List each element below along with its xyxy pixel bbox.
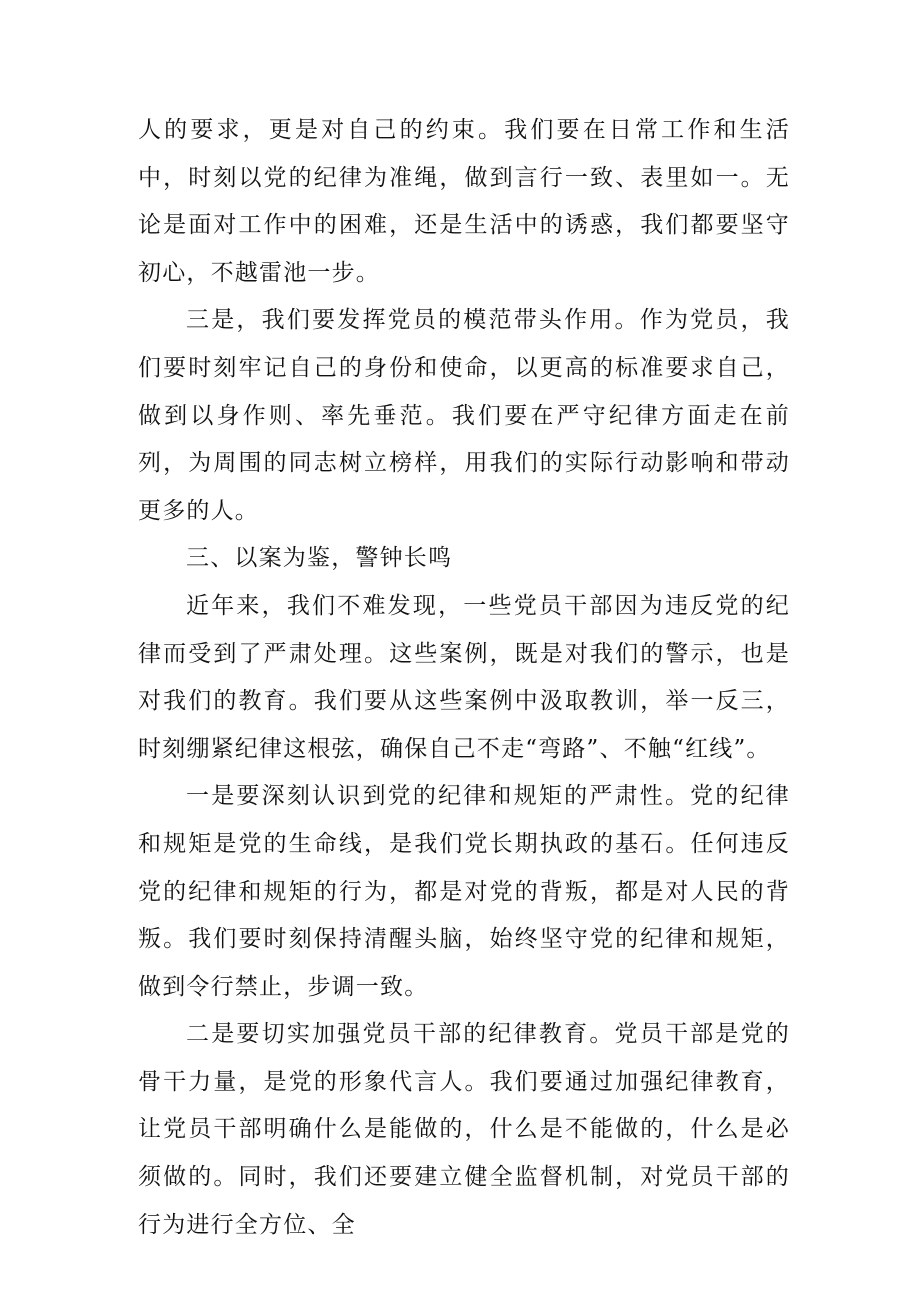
document-body [138,107,790,1249]
section-heading: 三、以案为鉴，警钟长鸣 [186,545,453,572]
paragraph-1: 人的要求，更是对自己的约束。我们要在日常工作和生活中，时刻以党的纪律为准绳，做到言行一致、表里如一。无论是面对工作中的困难，还是生活中的诱惑，我们都要坚守初心，不越雷池一步。 [138,117,790,286]
paragraph-5: 二是要切实加强党员干部的纪律教育。党员干部是党的骨干力量，是党的形象代言人。我们要通过加强纪律教育，让党员干部明确什么是能做的，什么是不能做的，什么是必须做的。同时，我们还要建立健全监督机制，对党员干部的行为进行全方位、全 [138,1021,790,1238]
paragraph-2: 三是，我们要发挥党员的模范带头作用。作为党员，我们要时刻牢记自己的身份和使命，以更高的标准要求自己，做到以身作则、率先垂范。我们要在严守纪律方面走在前列，为周围的同志树立榜样，用我们的实际行动影响和带动更多的人。 [138,307,790,524]
paragraph-4: 一是要深刻认识到党的纪律和规矩的严肃性。党的纪律和规矩是党的生命线，是我们党长期执政的基石。任何违反党的纪律和规矩的行为，都是对党的背叛，都是对人民的背叛。我们要时刻保持清醒头脑，始终坚守党的纪律和规矩，做到令行禁止，步调一致。 [138,783,790,1000]
paragraph-3: 近年来，我们不难发现，一些党员干部因为违反党的纪律而受到了严肃处理。这些案例，既是对我们的警示，也是对我们的教育。我们要从这些案例中汲取教训，举一反三，时刻绷紧纪律这根弦，确保自己不走“弯路”、不触“红线”。 [138,592,790,762]
